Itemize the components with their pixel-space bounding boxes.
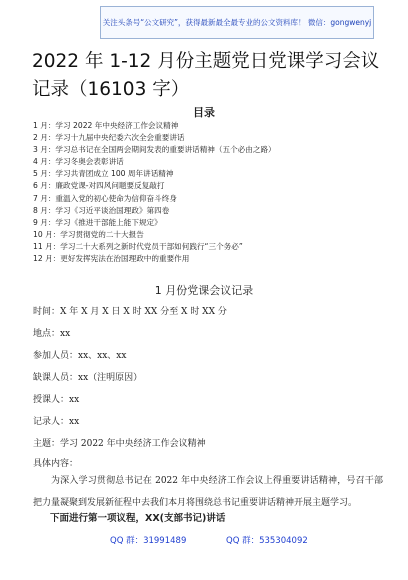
- recorder-field: 记录人：xx: [33, 417, 80, 427]
- toc-item[interactable]: 12 月：更好发挥宪法在治国理政中的重要作用: [33, 254, 190, 264]
- document-title: 2022 年 1-12 月份主题党日党课学习会议记录（16103 字）: [32, 51, 380, 100]
- toc-item[interactable]: 1 月：学习 2022 年中央经济工作会议精神: [33, 121, 179, 130]
- toc-item[interactable]: 4 月：学习冬奥会表彰讲话: [33, 157, 124, 167]
- location-field: 地点：xx: [33, 329, 71, 339]
- content-label: 具体内容：: [33, 459, 79, 469]
- toc-item[interactable]: 8 月：学习《习近平谈治国理政》第四卷: [33, 205, 170, 215]
- attendees-field: 参加人员：xx、xx、xx: [33, 351, 127, 361]
- absentees-field: 缺课人员：xx（注明原因）: [33, 373, 143, 383]
- section-title: 1 月份党课会议记录: [154, 284, 254, 297]
- toc-heading: 目录: [193, 106, 215, 119]
- toc-item[interactable]: 9 月：学习《推进干部能上能下规定》: [33, 217, 162, 227]
- toc-item[interactable]: 2 月：学习十九届中央纪委六次全会重要讲话: [33, 133, 185, 143]
- time-field: 时间：X 年 X 月 X 日 X 时 XX 分至 X 时 XX 分: [33, 307, 227, 317]
- toc-item[interactable]: 7 月：重温入党的初心使命为信仰奋斗终身: [33, 193, 177, 203]
- toc-item[interactable]: 11 月：学习二十大系列之新时代党员干部如何践行“三个务必”: [33, 241, 243, 251]
- qq-group-1: QQ 群：31991489: [110, 536, 187, 546]
- banner-text: 关注头条号“公文研究”，获得最新最全最专业的公文资料库！ 微信：gongwenyj: [102, 18, 372, 27]
- content-paragraph: 为深入学习贯彻总书记在 2022 年中央经济工作会议上得重要讲话精神，号召干部把力量凝聚到发展新征程中去我们本月将围绕总书记重要讲话精神开展主题学习。: [33, 476, 383, 508]
- qq-group-2: QQ 群：535304092: [226, 536, 308, 546]
- toc-item[interactable]: 10 月：学习贯彻党的二十大报告: [33, 229, 144, 239]
- toc-item[interactable]: 3 月：学习总书记在全国两会期间发表的重要讲话精神（五个必由之路）: [33, 145, 276, 155]
- table-of-contents: [33, 120, 383, 265]
- agenda-line: 下面进行第一项议程，XX(支部书记)讲话: [50, 513, 226, 524]
- theme-field: 主题：学习 2022 年中央经济工作会议精神: [33, 439, 206, 449]
- lecturer-field: 授课人：xx: [33, 395, 80, 405]
- promo-banner: [100, 6, 374, 39]
- toc-item[interactable]: 5 月：学习共青团成立 100 周年讲话精神: [33, 169, 174, 179]
- toc-item[interactable]: 6 月：廉政党课-对四风问题要反复敲打: [33, 181, 165, 191]
